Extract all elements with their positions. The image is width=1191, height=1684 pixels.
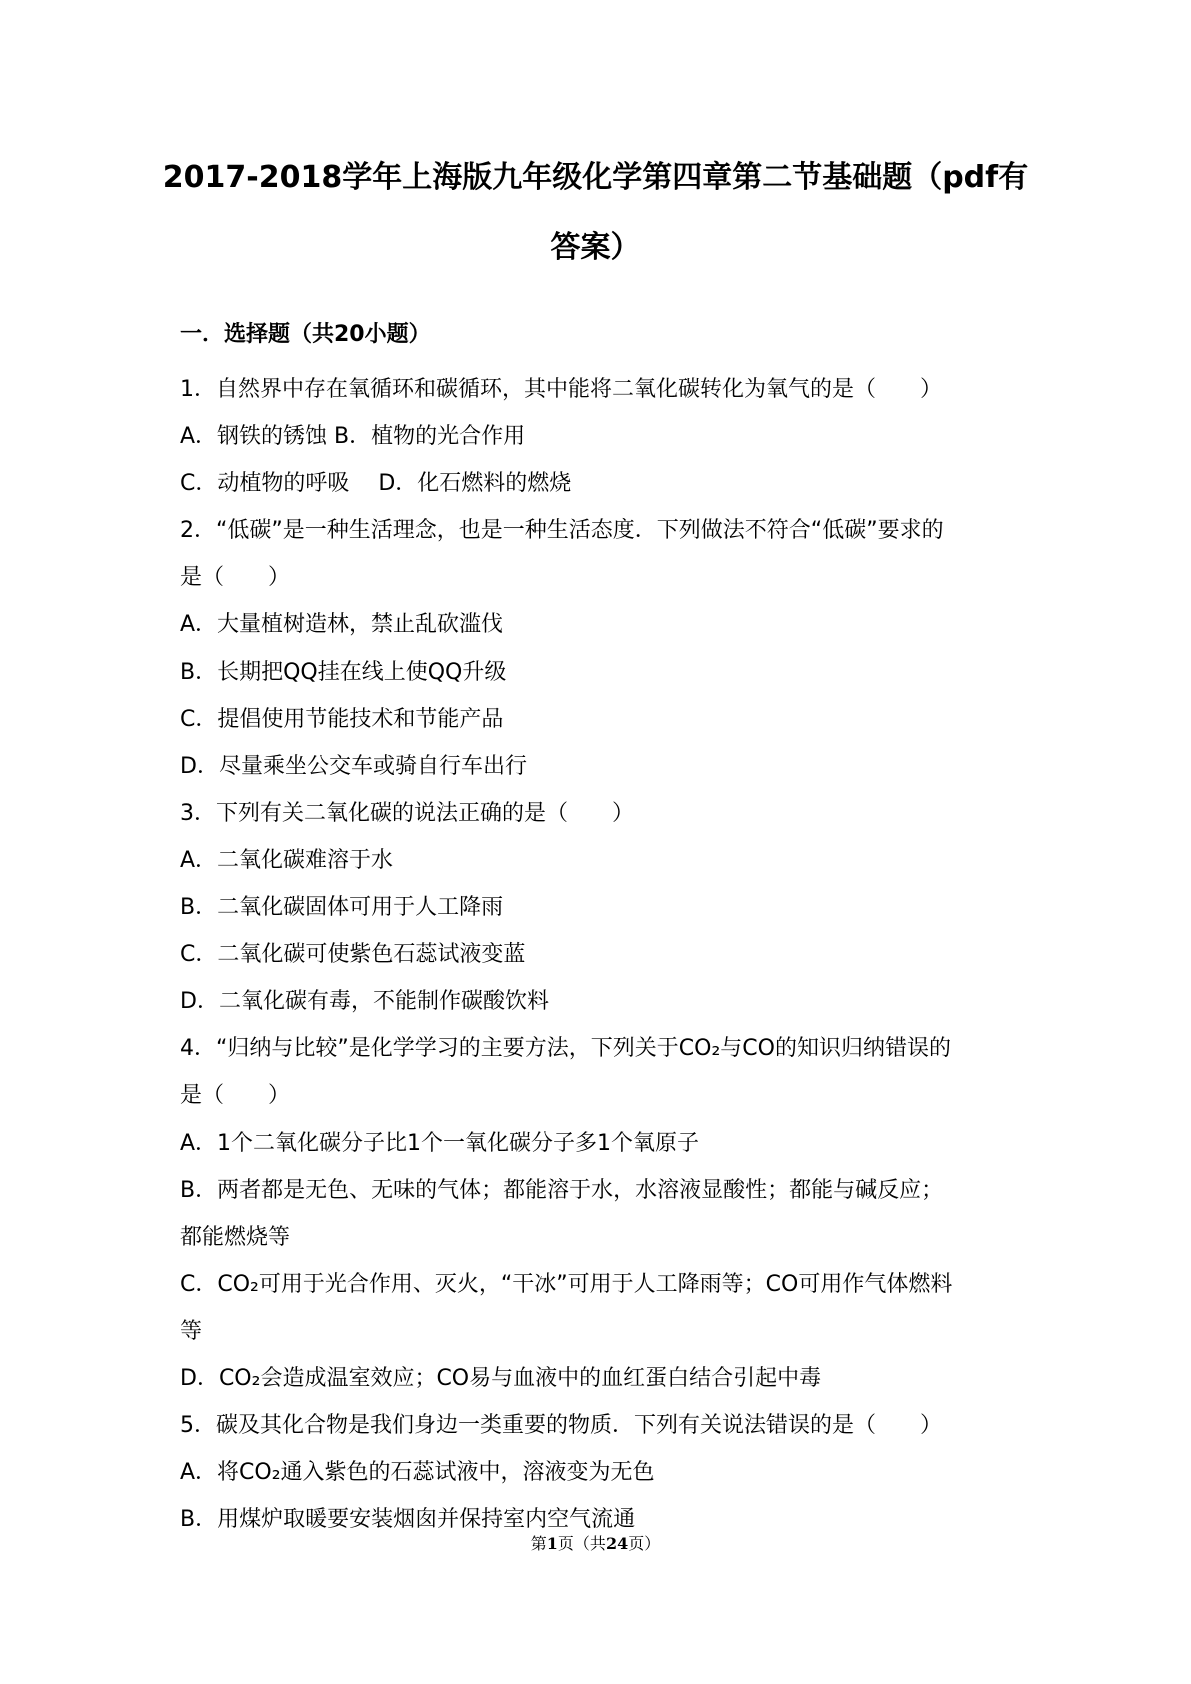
text-line: 1．自然界中存在氧循环和碳循环，其中能将二氧化碳转化为氧气的是（ ） [180, 377, 942, 402]
footer-total-pages: 24 [605, 1534, 629, 1553]
text-line: 都能燃烧等 [180, 1224, 291, 1250]
text-line: 5．碳及其化合物是我们身边一类重要的物质．下列有关说法错误的是（ ） [180, 1413, 942, 1439]
title-line-2: 答案） [550, 230, 641, 265]
footer-suffix: 页） [628, 1534, 661, 1553]
document-title [150, 143, 1041, 283]
section-heading: 一．选择题（共20小题） [180, 322, 431, 347]
title-line-1: 2017-2018学年上海版九年级化学第四章第二节基础题（pdf有 [162, 160, 1029, 195]
text-line: A．二氧化碳难溶于水 [180, 847, 394, 873]
text-line: C．CO₂可用于光合作用、灭火，“干冰”可用于人工降雨等；CO可用作气体燃料 [180, 1271, 953, 1297]
text-line: B．长期把QQ挂在线上使QQ升级 [180, 659, 507, 685]
text-line: D．尽量乘坐公交车或骑自行车出行 [180, 753, 527, 779]
question-body [180, 366, 1020, 1543]
text-line: C．提倡使用节能技术和节能产品 [180, 706, 504, 732]
text-line: D．二氧化碳有毒，不能制作碳酸饮料 [180, 989, 549, 1015]
footer-prefix: 第 [530, 1534, 547, 1553]
text-line: 3．下列有关二氧化碳的说法正确的是（ ） [180, 800, 634, 826]
text-line: D．CO₂会造成温室效应；CO易与血液中的血红蛋白结合引起中毒 [180, 1365, 822, 1391]
text-line: A．大量植树造林，禁止乱砍滥伐 [180, 612, 504, 638]
text-line: 等 [180, 1318, 203, 1344]
text-line: A．将CO₂通入紫色的石蕊试液中，溶液变为无色 [180, 1460, 655, 1486]
page-footer [0, 1532, 1191, 1556]
text-line: 2．“低碳”是一种生活理念，也是一种生活态度．下列做法不符合“低碳”要求的 [180, 518, 944, 544]
footer-middle: 页（共 [557, 1534, 606, 1553]
text-line: C．二氧化碳可使紫色石蕊试液变蓝 [180, 942, 526, 968]
text-line: B．两者都是无色、无味的气体；都能溶于水，水溶液显酸性；都能与碱反应； [180, 1177, 944, 1203]
text-line: C．动植物的呼吸 D．化石燃料的燃烧 [180, 471, 572, 497]
text-line: 是（ ） [180, 565, 291, 591]
text-line: B．用煤炉取暖要安装烟囱并保持室内空气流通 [180, 1507, 636, 1533]
text-line: A．钢铁的锈蚀 B．植物的光合作用 [180, 424, 526, 450]
text-line: 是（ ） [180, 1083, 291, 1109]
footer-page-number: 1 [546, 1534, 558, 1553]
text-line: A．1个二氧化碳分子比1个一氧化碳分子多1个氧原子 [180, 1130, 700, 1156]
text-line: B．二氧化碳固体可用于人工降雨 [180, 895, 504, 921]
text-line: 4．“归纳与比较”是化学学习的主要方法，下列关于CO₂与CO的知识归纳错误的 [180, 1036, 951, 1062]
